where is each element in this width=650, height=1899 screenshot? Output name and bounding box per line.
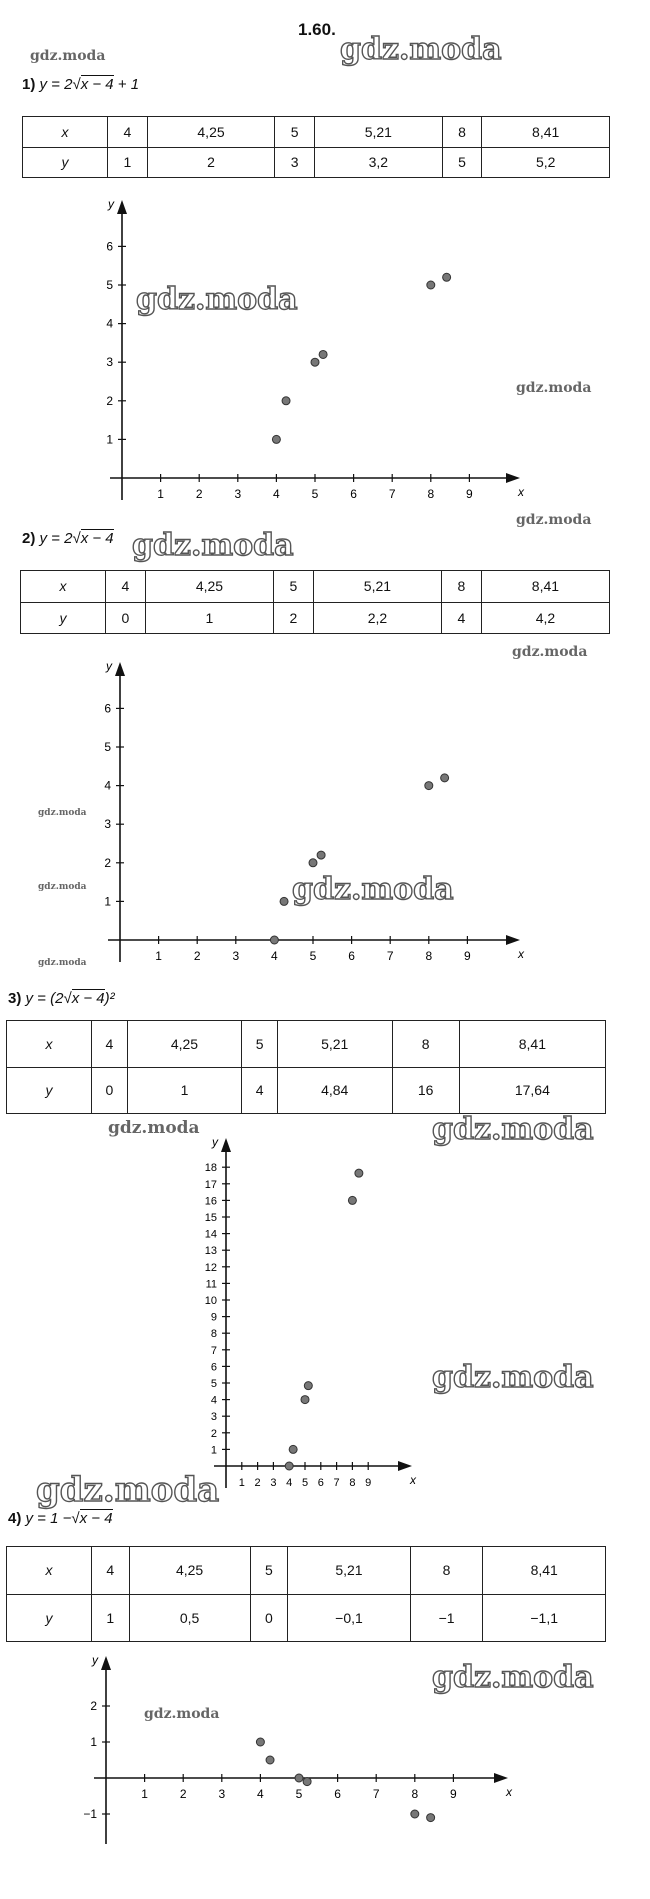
y-tick-label: 2 <box>104 855 111 870</box>
table-cell: 2 <box>273 602 313 634</box>
data-point <box>311 358 319 366</box>
table-cell: 5 <box>442 147 482 178</box>
table-cell: 1 <box>92 1594 130 1642</box>
y-tick-label: 6 <box>104 701 111 716</box>
watermark: gdz.moda <box>38 882 87 892</box>
table-cell: 4,25 <box>147 117 275 148</box>
x-axis-arrow <box>506 935 520 945</box>
data-point <box>441 774 449 782</box>
chart-1 <box>106 197 525 501</box>
formula-prefix: y = 2 <box>39 530 73 547</box>
y-axis-label: y <box>108 197 114 211</box>
x-tick-label: 6 <box>334 1787 341 1801</box>
table-cell: 0 <box>250 1594 288 1642</box>
x-tick-label: 7 <box>388 487 396 501</box>
table-cell: 8,41 <box>459 1021 605 1068</box>
data-point <box>411 1810 419 1818</box>
y-axis-label: y <box>212 1135 218 1149</box>
table-cell: 0 <box>92 1067 128 1114</box>
data-point <box>317 851 325 859</box>
y-tick-label: 6 <box>210 1361 217 1374</box>
data-point <box>309 859 317 867</box>
x-tick-label: 8 <box>427 487 435 501</box>
data-point <box>348 1196 356 1204</box>
x-tick-label: 8 <box>349 1477 356 1489</box>
y-tick-label: 14 <box>204 1228 217 1241</box>
y-tick-label: 11 <box>205 1278 217 1291</box>
data-point <box>427 281 435 289</box>
table-cell: 5,21 <box>288 1547 411 1595</box>
formula-radicand: x − 4 <box>80 530 114 547</box>
data-point <box>270 936 278 944</box>
watermark: gdz.moda <box>432 1360 594 1395</box>
x-tick-label: 7 <box>386 949 394 963</box>
y-tick-label: 2 <box>210 1427 217 1440</box>
data-point <box>272 435 280 443</box>
x-axis-label: x <box>506 1785 512 1799</box>
table-cell: 5,21 <box>313 571 441 603</box>
watermark: gdz.moda <box>36 1470 220 1510</box>
x-tick-label: 1 <box>157 487 164 501</box>
section-number: 1) <box>22 76 36 93</box>
table-header-x: x <box>21 571 106 603</box>
formula-prefix: y = 1 − <box>25 1510 72 1527</box>
y-tick-label: 5 <box>210 1378 217 1390</box>
watermark: gdz.moda <box>432 1112 594 1147</box>
watermark: gdz.moda <box>144 1706 220 1722</box>
table-header-y: y <box>7 1067 92 1114</box>
x-tick-label: 5 <box>295 1787 303 1801</box>
table-cell: 3 <box>275 147 315 178</box>
x-tick-label: 8 <box>411 1787 419 1801</box>
table-cell: 4,2 <box>481 602 609 634</box>
sqrt-sign: √ <box>72 530 81 547</box>
table-cell: 5 <box>273 571 313 603</box>
table-cell: 1 <box>127 1067 242 1114</box>
sqrt-sign: √ <box>72 76 81 93</box>
y-tick-label: 1 <box>210 1444 217 1457</box>
y-tick-label: 4 <box>104 778 111 793</box>
x-axis-arrow <box>494 1773 508 1783</box>
table-header-x: x <box>7 1021 92 1068</box>
y-axis-arrow <box>115 662 125 676</box>
x-tick-label: 8 <box>425 949 433 963</box>
x-tick-label: 2 <box>193 949 201 963</box>
table-cell: 8 <box>392 1021 459 1068</box>
x-tick-label: 2 <box>254 1477 261 1489</box>
x-tick-label: 7 <box>333 1477 340 1489</box>
y-axis-label: y <box>106 659 112 673</box>
chart-4 <box>83 1653 513 1844</box>
y-tick-label: 4 <box>106 316 113 331</box>
x-tick-label: 4 <box>273 487 280 501</box>
y-tick-label: 8 <box>210 1328 217 1341</box>
table-cell: 5 <box>242 1021 278 1068</box>
x-axis-label: x <box>518 485 524 499</box>
y-tick-label: 3 <box>104 817 111 832</box>
table-cell: −1,1 <box>483 1594 606 1642</box>
table-cell: 8 <box>442 117 482 148</box>
data-point <box>425 782 433 790</box>
y-tick-label: 15 <box>204 1212 217 1224</box>
y-tick-label: 1 <box>90 1735 97 1749</box>
table-cell: 8 <box>441 571 481 603</box>
watermark: gdz.moda <box>38 958 87 968</box>
section-number: 3) <box>8 990 22 1007</box>
chart-3 <box>205 1135 417 1489</box>
data-point <box>427 1814 435 1822</box>
watermark: gdz.moda <box>30 48 106 64</box>
x-tick-label: 9 <box>450 1787 457 1801</box>
watermark: gdz.moda <box>136 282 298 317</box>
data-point <box>282 397 290 405</box>
table-cell: 4 <box>441 602 481 634</box>
y-tick-label: 3 <box>210 1411 217 1424</box>
y-tick-label: −1 <box>83 1807 97 1821</box>
table-cell: 3,2 <box>315 147 443 178</box>
table-cell: 4 <box>108 117 148 148</box>
x-tick-label: 7 <box>372 1787 380 1801</box>
x-tick-label: 3 <box>218 1787 226 1801</box>
y-tick-label: 6 <box>106 239 113 254</box>
table-header-y: y <box>7 1594 92 1642</box>
formula-suffix: + 1 <box>117 76 140 93</box>
x-tick-label: 2 <box>195 487 203 501</box>
table-cell: 4,25 <box>145 571 273 603</box>
x-tick-label: 9 <box>466 487 473 501</box>
table-cell: 5,2 <box>482 147 610 178</box>
y-tick-label: 4 <box>210 1394 217 1407</box>
table-cell: 0,5 <box>129 1594 250 1642</box>
y-tick-label: 13 <box>204 1245 217 1258</box>
y-tick-label: 12 <box>204 1261 217 1274</box>
watermark: gdz.moda <box>108 1118 200 1138</box>
x-tick-label: 1 <box>238 1477 245 1489</box>
data-point <box>256 1738 264 1746</box>
y-axis-label: y <box>92 1653 98 1667</box>
formula-radicand: x − 4 <box>80 76 114 93</box>
x-tick-label: 4 <box>257 1787 264 1801</box>
y-tick-label: 17 <box>204 1178 217 1191</box>
table-cell: 0 <box>106 602 146 634</box>
y-tick-label: 5 <box>104 740 111 754</box>
formula-prefix: y = (2 <box>25 990 64 1007</box>
x-tick-label: 2 <box>179 1787 187 1801</box>
watermark: gdz.moda <box>512 644 588 660</box>
table-cell: 2,2 <box>313 602 441 634</box>
y-axis-arrow <box>101 1656 111 1670</box>
data-point <box>280 897 288 905</box>
watermark: gdz.moda <box>292 872 454 907</box>
table-cell: 8,41 <box>481 571 609 603</box>
watermark: gdz.moda <box>516 380 592 396</box>
watermark: gdz.moda <box>340 32 502 67</box>
section-number: 2) <box>22 530 36 547</box>
x-axis-label: x <box>410 1473 416 1487</box>
x-tick-label: 3 <box>232 949 240 963</box>
y-tick-label: 18 <box>204 1162 217 1175</box>
table-header-x: x <box>23 117 108 148</box>
data-point <box>295 1774 303 1782</box>
watermark: gdz.moda <box>516 512 592 528</box>
table-header-x: x <box>7 1547 92 1595</box>
table-cell: 8,41 <box>482 117 610 148</box>
table-cell: 5,21 <box>315 117 443 148</box>
table-cell: 4 <box>242 1067 278 1114</box>
formula-radicand: x − 4 <box>71 990 105 1007</box>
table-cell: 4,25 <box>129 1547 250 1595</box>
table-cell: 16 <box>392 1067 459 1114</box>
section-number: 4) <box>8 1510 22 1527</box>
x-tick-label: 5 <box>309 949 317 963</box>
table-cell: 5,21 <box>277 1021 392 1068</box>
problem-number: 1.60. <box>298 20 336 39</box>
y-axis-arrow <box>117 200 127 214</box>
table-cell: 8 <box>410 1547 483 1595</box>
table-cell: −0,1 <box>288 1594 411 1642</box>
table-cell: 4 <box>92 1547 130 1595</box>
table-header-y: y <box>23 147 108 178</box>
table-cell: 8,41 <box>483 1547 606 1595</box>
x-tick-label: 9 <box>464 949 471 963</box>
x-tick-label: 4 <box>286 1477 293 1489</box>
data-point <box>303 1778 311 1786</box>
data-point <box>319 350 327 358</box>
x-tick-label: 4 <box>271 949 278 963</box>
table-header-y: y <box>21 602 106 634</box>
x-axis-arrow <box>398 1461 412 1471</box>
x-tick-label: 5 <box>301 1477 309 1489</box>
y-tick-label: 5 <box>106 278 113 292</box>
data-point <box>289 1445 297 1453</box>
y-tick-label: 16 <box>204 1195 217 1208</box>
x-tick-label: 6 <box>317 1477 324 1489</box>
y-tick-label: 9 <box>210 1311 217 1324</box>
y-tick-label: 2 <box>90 1699 97 1713</box>
table-cell: 4 <box>92 1021 128 1068</box>
y-tick-label: 3 <box>106 355 113 370</box>
data-point <box>443 273 451 281</box>
x-tick-label: 9 <box>365 1477 372 1489</box>
chart-2 <box>104 659 525 963</box>
table-cell: 5 <box>275 117 315 148</box>
sqrt-sign: √ <box>63 990 72 1007</box>
data-point <box>355 1169 363 1177</box>
y-tick-label: 1 <box>106 432 113 447</box>
table-cell: 2 <box>147 147 275 178</box>
table-cell: 4,84 <box>277 1067 392 1114</box>
x-tick-label: 6 <box>348 949 355 963</box>
y-tick-label: 7 <box>210 1344 217 1357</box>
x-tick-label: 6 <box>350 487 357 501</box>
data-point <box>285 1462 293 1470</box>
table-cell: 1 <box>108 147 148 178</box>
watermark: gdz.moda <box>432 1660 594 1695</box>
watermark: gdz.moda <box>132 528 294 563</box>
x-axis-arrow <box>506 473 520 483</box>
table-cell: 1 <box>145 602 273 634</box>
data-point <box>301 1396 309 1404</box>
y-tick-label: 1 <box>104 894 111 909</box>
watermark: gdz.moda <box>38 808 87 818</box>
table-cell: 5 <box>250 1547 288 1595</box>
table-cell: 17,64 <box>459 1067 605 1114</box>
table-cell: 4,25 <box>127 1021 242 1068</box>
formula-prefix: y = 2 <box>39 76 73 93</box>
x-tick-label: 1 <box>141 1787 148 1801</box>
sqrt-sign: √ <box>71 1510 80 1527</box>
table-cell: −1 <box>410 1594 483 1642</box>
x-tick-label: 1 <box>155 949 162 963</box>
y-tick-label: 2 <box>106 393 113 408</box>
x-tick-label: 3 <box>270 1477 277 1489</box>
formula-suffix: )² <box>104 990 115 1007</box>
x-tick-label: 5 <box>311 487 319 501</box>
y-axis-arrow <box>221 1138 231 1152</box>
table-cell: 4 <box>106 571 146 603</box>
x-axis-label: x <box>518 947 524 961</box>
data-point <box>266 1756 274 1764</box>
x-tick-label: 3 <box>234 487 242 501</box>
formula-radicand: x − 4 <box>79 1510 113 1527</box>
y-tick-label: 10 <box>204 1295 217 1307</box>
data-point <box>304 1382 312 1390</box>
